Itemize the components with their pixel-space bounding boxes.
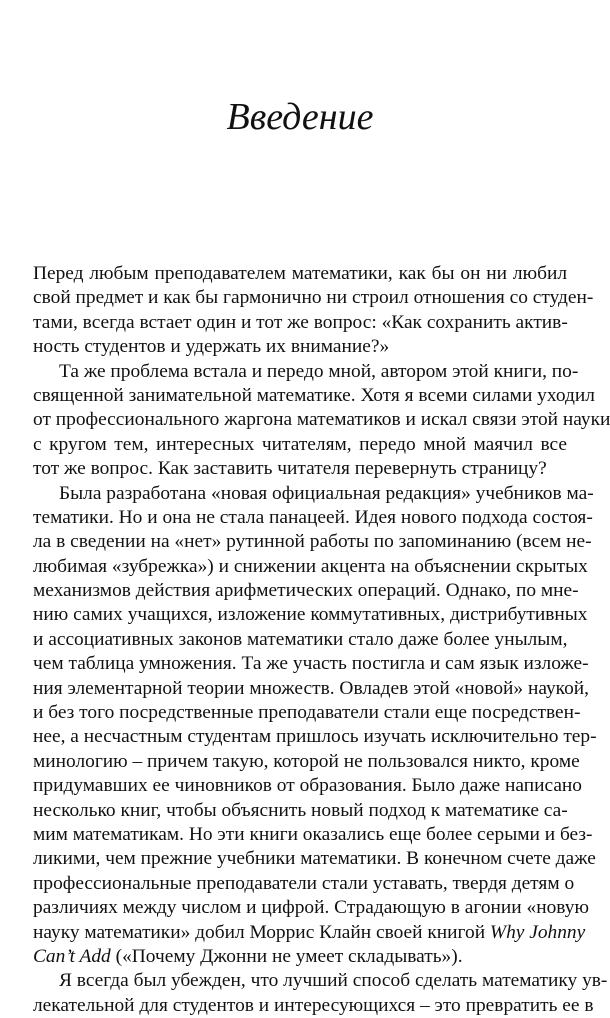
text-line: мим математикам. Но эти книги оказались еще более серыми и без- [33, 823, 593, 845]
text-line: различиях между числом и цифрой. Страдающую в агонии «новую [33, 897, 589, 919]
text-line: Перед любым преподавателем математики, как бы он ни любил [33, 263, 567, 284]
text-line: Была разработана «новая официальная редакция» учебников ма- [59, 482, 594, 504]
text-line: Та же проблема встала и передо мной, автором этой книги, по- [59, 360, 579, 382]
text-line: чем таблица умножения. Та же участь постигла и сам язык изложе- [33, 653, 589, 675]
text-line: ния элементарной теории множеств. Овладев этой «новой» наукой, [33, 677, 590, 699]
text-line: тот же вопрос. Как заставить читателя перевернуть страницу? [33, 458, 547, 480]
text-line: тами, всегда встает один и тот же вопрос: «Как сохранить актив- [33, 311, 568, 333]
text-line: любимая «зубрежка») и снижении акцента на объяснении скрытых [33, 555, 588, 577]
text-line: ность студентов и удержать их внимание?» [33, 336, 390, 358]
text-line: несколько книг, чтобы объяснить новый подход к математике са- [33, 799, 568, 821]
text-line: свой предмет и как бы гармонично ни строил отношения со студен- [33, 287, 594, 309]
paragraph-3 [33, 482, 597, 970]
text-line: и ассоциативных законов математики стало даже более унылым, [33, 628, 568, 650]
text-line: Я всегда был убежден, что лучший способ сделать математику ув- [59, 970, 608, 992]
text-line: нее, а несчастным студентам пришлось изучать исключительно тер- [33, 726, 597, 748]
book-title-italic: Why Johnny [489, 921, 586, 943]
text-line: профессиональные преподаватели стали уставать, твердя детям о [33, 872, 575, 894]
text-line: нию самих учащихся, изложение коммутативных, дистрибутивных [33, 604, 588, 626]
paragraph-1 [33, 262, 594, 360]
text-line: механизмов действия арифметических операций. Однако, по мне- [33, 580, 579, 602]
text-line: тематики. Но и она не стала панацеей. Идея нового подхода состоя- [33, 506, 593, 528]
chapter-title: Введение [226, 96, 374, 138]
text-line: ликими, чем прежние учебники математики. В конечном счете даже [33, 848, 596, 870]
body-text [33, 262, 610, 1018]
book-title-italic: Can’t Add [33, 945, 111, 967]
text-line: священной занимательной математике. Хотя я всеми силами уходил [33, 384, 595, 406]
text-line: лекательной для студентов и интересующихся – это превратить ее в [33, 994, 594, 1016]
text-line: минологию – причем такую, которой не пользовался никто, кроме [33, 750, 580, 772]
text-line: от профессионального жаргона математиков и искал связи этой науки [33, 409, 610, 431]
text-line: Can’t Add («Почему Джонни не умеет складывать»). [33, 945, 463, 967]
text-line: придумавших ее чиновников от образования. Было даже написано [33, 775, 583, 797]
paragraph-4 [33, 969, 608, 1018]
text-line: ла в сведении на «нет» рутинной работы по запоминанию (всем не- [33, 531, 592, 553]
book-page [33, 0, 610, 1016]
text-line: с кругом тем, интересных читателям, передо мной маячил все [33, 433, 567, 455]
paragraph-2 [33, 360, 610, 482]
text-line: науку математики» добил Моррис Клайн своей книгой Why Johnny [33, 921, 586, 943]
text-line: и без того посредственные преподаватели стали еще посредствен- [33, 702, 581, 724]
